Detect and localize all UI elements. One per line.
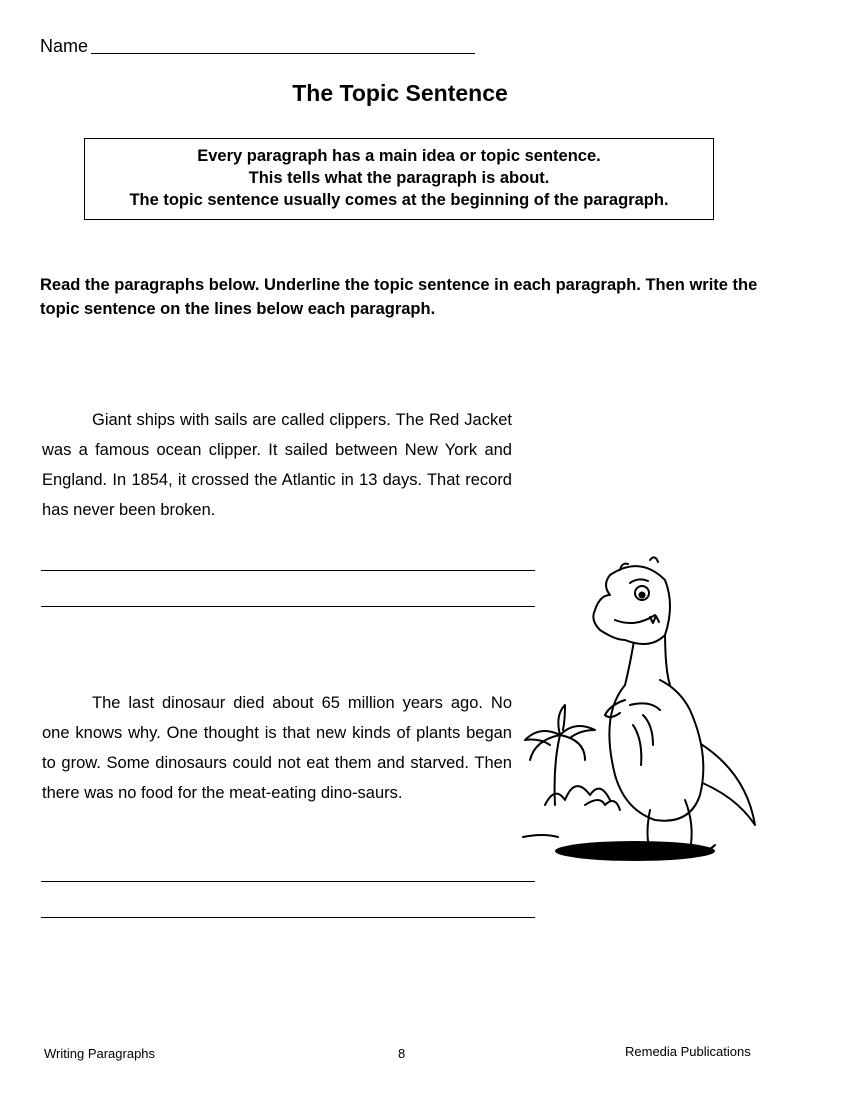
footer-book-title: Writing Paragraphs xyxy=(44,1046,156,1061)
paragraph-clippers xyxy=(42,405,512,525)
paragraph-text: Giant ships with sails are called clippers. The Red Jacket was a famous ocean clipper. It sailed between New York and England. In 1854, it crossed the Atlantic in 13 days. That record has never been broken. xyxy=(42,411,512,519)
rule-line-2: This tells what the paragraph is about. xyxy=(248,169,550,187)
dino-pupil xyxy=(640,593,645,598)
rule-line-1: Every paragraph has a main idea or topic sentence. xyxy=(197,147,601,165)
paragraph-dinosaurs xyxy=(42,688,512,808)
name-label: Name xyxy=(40,36,89,56)
rule-box xyxy=(84,138,714,220)
answer-line-1a[interactable] xyxy=(41,570,535,571)
answer-line-2b[interactable] xyxy=(41,917,535,918)
footer-publisher: Remedia Publications xyxy=(625,1044,751,1059)
answer-line-1b[interactable] xyxy=(41,606,535,607)
name-write-line[interactable] xyxy=(91,53,475,54)
ground-line xyxy=(523,835,558,837)
palm-plant-icon xyxy=(525,705,620,810)
dino-head xyxy=(593,566,670,644)
rule-line-3: The topic sentence usually comes at the beginning of the paragraph. xyxy=(129,191,669,209)
dinosaur-illustration xyxy=(515,555,765,885)
paragraph-text: The last dinosaur died about 65 million years ago. No one knows why. One thought is that new kinds of plants began to grow. Some dinosaurs could not eat them and starved. Then there was no food for the meat-eating dino-saurs. xyxy=(42,694,512,802)
instructions: Read the paragraphs below. Underline the topic sentence in each paragraph. Then write the topic sentence on the lines below each paragraph. xyxy=(40,276,758,318)
answer-line-2a[interactable] xyxy=(41,881,535,882)
footer-page-number: 8 xyxy=(398,1046,406,1061)
page-title: The Topic Sentence xyxy=(292,80,508,106)
